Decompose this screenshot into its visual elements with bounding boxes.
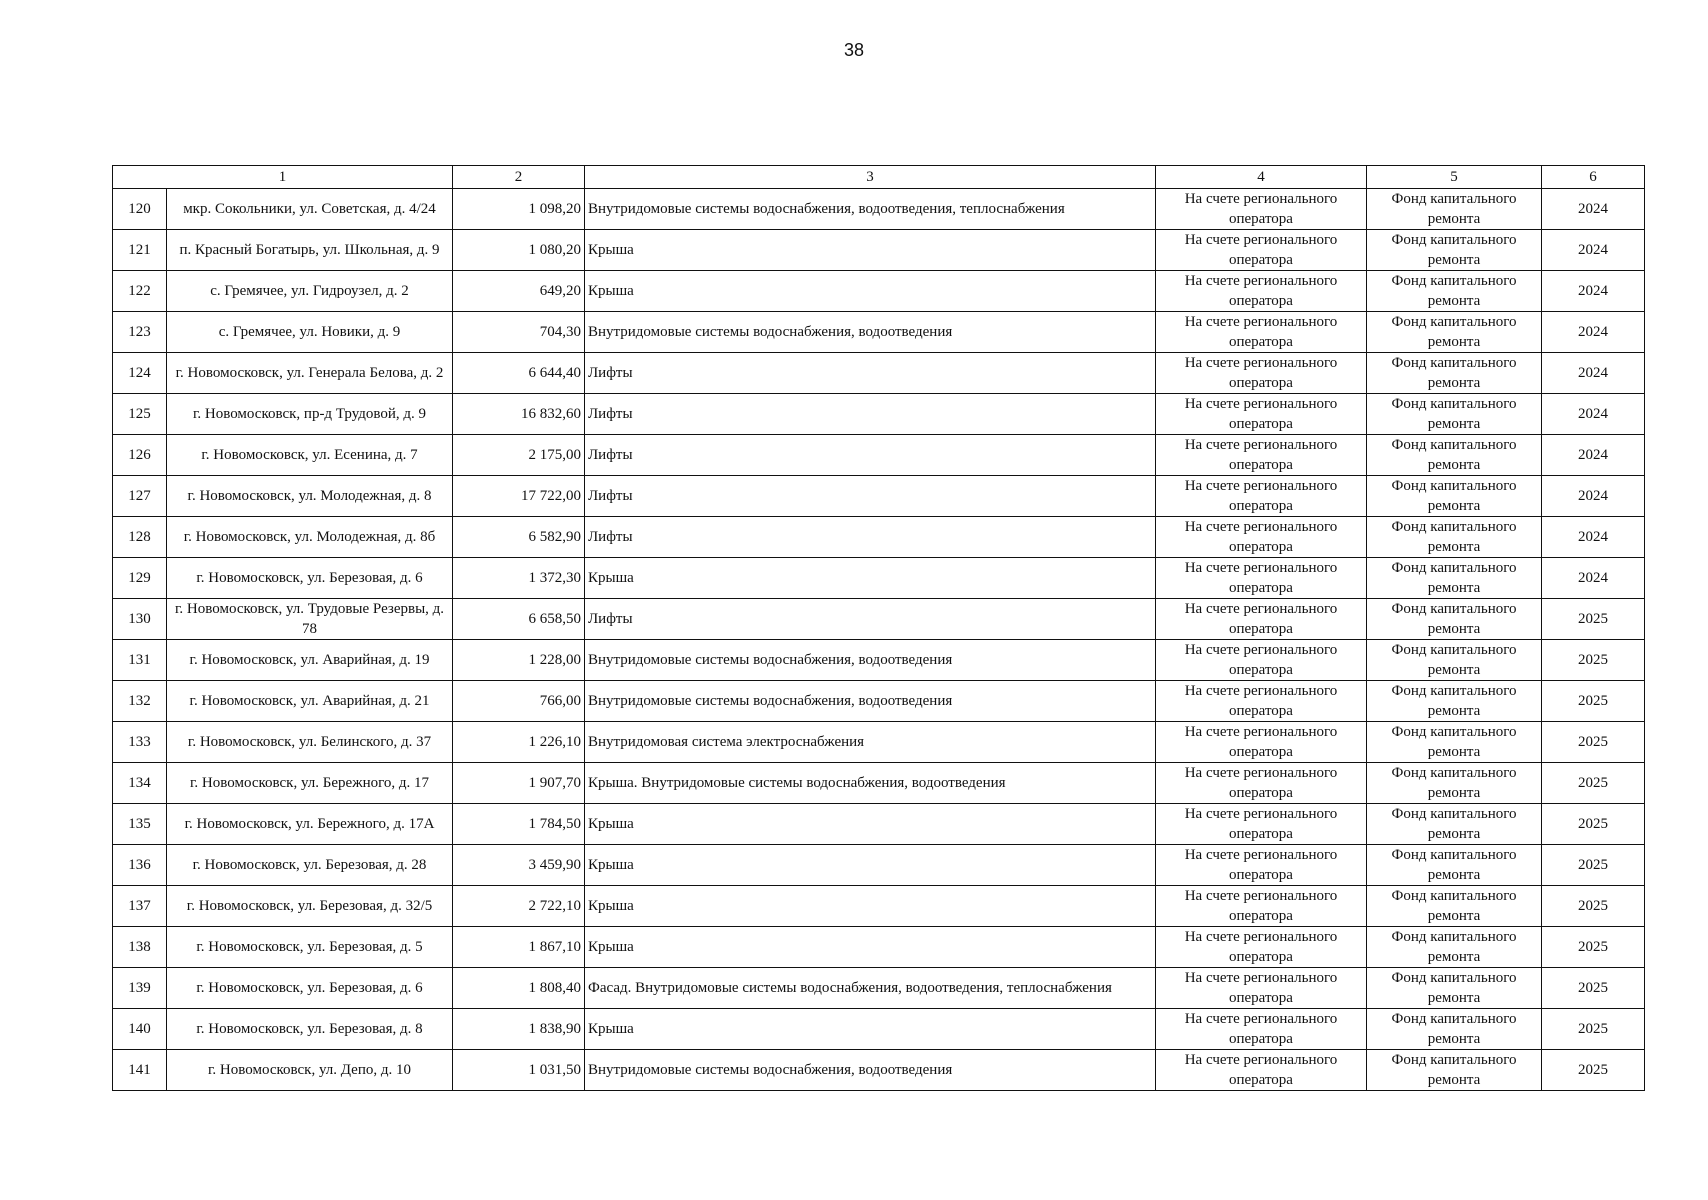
work-type-cell: Внутридомовые системы водоснабжения, водоотведения — [585, 640, 1156, 681]
funding-source-cell: Фонд капитального ремонта — [1367, 845, 1542, 886]
work-type-cell: Внутридомовые системы водоснабжения, водоотведения — [585, 312, 1156, 353]
table-row — [113, 599, 1645, 640]
address-cell: г. Новомосковск, ул. Бережного, д. 17А — [167, 804, 453, 845]
work-type-cell: Крыша — [585, 230, 1156, 271]
funding-source-cell: Фонд капитального ремонта — [1367, 968, 1542, 1009]
work-type-cell: Фасад. Внутридомовые системы водоснабжения, водоотведения, теплоснабжения — [585, 968, 1156, 1009]
work-type-cell: Лифты — [585, 435, 1156, 476]
table-row — [113, 435, 1645, 476]
funding-source-cell: Фонд капитального ремонта — [1367, 517, 1542, 558]
funding-source-cell: Фонд капитального ремонта — [1367, 640, 1542, 681]
header-col-3: 3 — [585, 166, 1156, 189]
year-cell: 2025 — [1542, 722, 1645, 763]
address-cell: г. Новомосковск, ул. Березовая, д. 6 — [167, 968, 453, 1009]
table-row — [113, 968, 1645, 1009]
row-number: 135 — [113, 804, 167, 845]
table-row — [113, 271, 1645, 312]
row-number: 134 — [113, 763, 167, 804]
year-cell: 2025 — [1542, 1050, 1645, 1091]
row-number: 136 — [113, 845, 167, 886]
address-cell: г. Новомосковск, ул. Депо, д. 10 — [167, 1050, 453, 1091]
row-number: 124 — [113, 353, 167, 394]
row-number: 141 — [113, 1050, 167, 1091]
work-type-cell: Лифты — [585, 353, 1156, 394]
table-row — [113, 476, 1645, 517]
address-cell: г. Новомосковск, ул. Трудовые Резервы, д. 78 — [167, 599, 453, 640]
work-type-cell: Внутридомовые системы водоснабжения, водоотведения — [585, 681, 1156, 722]
year-cell: 2024 — [1542, 271, 1645, 312]
fund-account-cell: На счете регионального оператора — [1156, 968, 1367, 1009]
work-type-cell: Крыша — [585, 886, 1156, 927]
row-number: 130 — [113, 599, 167, 640]
year-cell: 2024 — [1542, 312, 1645, 353]
row-number: 132 — [113, 681, 167, 722]
funding-source-cell: Фонд капитального ремонта — [1367, 927, 1542, 968]
funding-source-cell: Фонд капитального ремонта — [1367, 353, 1542, 394]
year-cell: 2024 — [1542, 189, 1645, 230]
address-cell: г. Новомосковск, ул. Аварийная, д. 21 — [167, 681, 453, 722]
area-cell: 1 867,10 — [453, 927, 585, 968]
work-type-cell: Лифты — [585, 476, 1156, 517]
address-cell: г. Новомосковск, ул. Березовая, д. 28 — [167, 845, 453, 886]
year-cell: 2024 — [1542, 476, 1645, 517]
funding-source-cell: Фонд капитального ремонта — [1367, 1009, 1542, 1050]
work-type-cell: Внутридомовая система электроснабжения — [585, 722, 1156, 763]
work-type-cell: Внутридомовые системы водоснабжения, водоотведения, теплоснабжения — [585, 189, 1156, 230]
address-cell: г. Новомосковск, ул. Березовая, д. 8 — [167, 1009, 453, 1050]
area-cell: 1 372,30 — [453, 558, 585, 599]
address-cell: г. Новомосковск, ул. Березовая, д. 6 — [167, 558, 453, 599]
work-type-cell: Лифты — [585, 394, 1156, 435]
address-cell: с. Гремячее, ул. Гидроузел, д. 2 — [167, 271, 453, 312]
row-number: 131 — [113, 640, 167, 681]
year-cell: 2025 — [1542, 599, 1645, 640]
fund-account-cell: На счете регионального оператора — [1156, 927, 1367, 968]
year-cell: 2025 — [1542, 968, 1645, 1009]
fund-account-cell: На счете регионального оператора — [1156, 353, 1367, 394]
year-cell: 2025 — [1542, 804, 1645, 845]
fund-account-cell: На счете регионального оператора — [1156, 886, 1367, 927]
address-cell: г. Новомосковск, пр-д Трудовой, д. 9 — [167, 394, 453, 435]
table-row — [113, 763, 1645, 804]
table-row — [113, 230, 1645, 271]
fund-account-cell: На счете регионального оператора — [1156, 189, 1367, 230]
area-cell: 6 658,50 — [453, 599, 585, 640]
row-number: 133 — [113, 722, 167, 763]
funding-source-cell: Фонд капитального ремонта — [1367, 763, 1542, 804]
area-cell: 2 175,00 — [453, 435, 585, 476]
table-row — [113, 558, 1645, 599]
row-number: 138 — [113, 927, 167, 968]
year-cell: 2024 — [1542, 394, 1645, 435]
work-type-cell: Крыша — [585, 804, 1156, 845]
work-type-cell: Крыша — [585, 271, 1156, 312]
table-row — [113, 804, 1645, 845]
table-row — [113, 312, 1645, 353]
funding-source-cell: Фонд капитального ремонта — [1367, 312, 1542, 353]
table-row — [113, 1009, 1645, 1050]
area-cell: 16 832,60 — [453, 394, 585, 435]
work-type-cell: Лифты — [585, 517, 1156, 558]
address-cell: г. Новомосковск, ул. Аварийная, д. 19 — [167, 640, 453, 681]
header-col-6: 6 — [1542, 166, 1645, 189]
year-cell: 2025 — [1542, 927, 1645, 968]
fund-account-cell: На счете регионального оператора — [1156, 476, 1367, 517]
header-col-5: 5 — [1367, 166, 1542, 189]
fund-account-cell: На счете регионального оператора — [1156, 517, 1367, 558]
funding-source-cell: Фонд капитального ремонта — [1367, 804, 1542, 845]
address-cell: с. Гремячее, ул. Новики, д. 9 — [167, 312, 453, 353]
year-cell: 2025 — [1542, 640, 1645, 681]
row-number: 126 — [113, 435, 167, 476]
year-cell: 2025 — [1542, 1009, 1645, 1050]
fund-account-cell: На счете регионального оператора — [1156, 804, 1367, 845]
area-cell: 1 784,50 — [453, 804, 585, 845]
work-type-cell: Крыша — [585, 558, 1156, 599]
area-cell: 1 228,00 — [453, 640, 585, 681]
fund-account-cell: На счете регионального оператора — [1156, 394, 1367, 435]
row-number: 122 — [113, 271, 167, 312]
area-cell: 1 098,20 — [453, 189, 585, 230]
fund-account-cell: На счете регионального оператора — [1156, 722, 1367, 763]
row-number: 127 — [113, 476, 167, 517]
area-cell: 6 582,90 — [453, 517, 585, 558]
table-row — [113, 353, 1645, 394]
fund-account-cell: На счете регионального оператора — [1156, 763, 1367, 804]
area-cell: 1 226,10 — [453, 722, 585, 763]
address-cell: п. Красный Богатырь, ул. Школьная, д. 9 — [167, 230, 453, 271]
header-col-2: 2 — [453, 166, 585, 189]
header-col-4: 4 — [1156, 166, 1367, 189]
area-cell: 1 907,70 — [453, 763, 585, 804]
fund-account-cell: На счете регионального оператора — [1156, 845, 1367, 886]
year-cell: 2024 — [1542, 558, 1645, 599]
table-row — [113, 886, 1645, 927]
year-cell: 2025 — [1542, 845, 1645, 886]
row-number: 140 — [113, 1009, 167, 1050]
fund-account-cell: На счете регионального оператора — [1156, 312, 1367, 353]
funding-source-cell: Фонд капитального ремонта — [1367, 722, 1542, 763]
row-number: 125 — [113, 394, 167, 435]
table-body — [113, 189, 1645, 1091]
fund-account-cell: На счете регионального оператора — [1156, 640, 1367, 681]
funding-source-cell: Фонд капитального ремонта — [1367, 189, 1542, 230]
area-cell: 3 459,90 — [453, 845, 585, 886]
table-row — [113, 1050, 1645, 1091]
work-type-cell: Крыша — [585, 927, 1156, 968]
area-cell: 766,00 — [453, 681, 585, 722]
funding-source-cell: Фонд капитального ремонта — [1367, 886, 1542, 927]
address-cell: г. Новомосковск, ул. Генерала Белова, д. 2 — [167, 353, 453, 394]
year-cell: 2025 — [1542, 681, 1645, 722]
row-number: 129 — [113, 558, 167, 599]
address-cell: г. Новомосковск, ул. Молодежная, д. 8б — [167, 517, 453, 558]
fund-account-cell: На счете регионального оператора — [1156, 681, 1367, 722]
area-cell: 2 722,10 — [453, 886, 585, 927]
funding-source-cell: Фонд капитального ремонта — [1367, 476, 1542, 517]
table-row — [113, 845, 1645, 886]
table-header — [113, 166, 1645, 189]
area-cell: 1 031,50 — [453, 1050, 585, 1091]
funding-source-cell: Фонд капитального ремонта — [1367, 558, 1542, 599]
work-type-cell: Лифты — [585, 599, 1156, 640]
area-cell: 704,30 — [453, 312, 585, 353]
funding-source-cell: Фонд капитального ремонта — [1367, 1050, 1542, 1091]
header-col-1: 1 — [113, 166, 453, 189]
address-cell: г. Новомосковск, ул. Белинского, д. 37 — [167, 722, 453, 763]
header-row — [113, 166, 1645, 189]
table-row — [113, 681, 1645, 722]
area-cell: 6 644,40 — [453, 353, 585, 394]
work-type-cell: Крыша — [585, 845, 1156, 886]
funding-source-cell: Фонд капитального ремонта — [1367, 271, 1542, 312]
area-cell: 1 838,90 — [453, 1009, 585, 1050]
address-cell: г. Новомосковск, ул. Молодежная, д. 8 — [167, 476, 453, 517]
year-cell: 2024 — [1542, 353, 1645, 394]
area-cell: 649,20 — [453, 271, 585, 312]
fund-account-cell: На счете регионального оператора — [1156, 271, 1367, 312]
page-number: 38 — [843, 40, 865, 60]
year-cell: 2024 — [1542, 230, 1645, 271]
area-cell: 17 722,00 — [453, 476, 585, 517]
year-cell: 2024 — [1542, 435, 1645, 476]
table-row — [113, 640, 1645, 681]
year-cell: 2024 — [1542, 517, 1645, 558]
table-row — [113, 927, 1645, 968]
fund-account-cell: На счете регионального оператора — [1156, 599, 1367, 640]
fund-account-cell: На счете регионального оператора — [1156, 558, 1367, 599]
address-cell: г. Новомосковск, ул. Бережного, д. 17 — [167, 763, 453, 804]
work-type-cell: Внутридомовые системы водоснабжения, водоотведения — [585, 1050, 1156, 1091]
row-number: 139 — [113, 968, 167, 1009]
address-cell: г. Новомосковск, ул. Есенина, д. 7 — [167, 435, 453, 476]
work-type-cell: Крыша. Внутридомовые системы водоснабжения, водоотведения — [585, 763, 1156, 804]
year-cell: 2025 — [1542, 763, 1645, 804]
table-row — [113, 722, 1645, 763]
fund-account-cell: На счете регионального оператора — [1156, 1050, 1367, 1091]
funding-source-cell: Фонд капитального ремонта — [1367, 230, 1542, 271]
address-cell: г. Новомосковск, ул. Березовая, д. 5 — [167, 927, 453, 968]
table-row — [113, 394, 1645, 435]
year-cell: 2025 — [1542, 886, 1645, 927]
row-number: 123 — [113, 312, 167, 353]
row-number: 128 — [113, 517, 167, 558]
fund-account-cell: На счете регионального оператора — [1156, 230, 1367, 271]
address-cell: г. Новомосковск, ул. Березовая, д. 32/5 — [167, 886, 453, 927]
funding-source-cell: Фонд капитального ремонта — [1367, 435, 1542, 476]
table-row — [113, 189, 1645, 230]
row-number: 120 — [113, 189, 167, 230]
row-number: 121 — [113, 230, 167, 271]
fund-account-cell: На счете регионального оператора — [1156, 1009, 1367, 1050]
table-row — [113, 517, 1645, 558]
repair-program-table — [112, 165, 1645, 1091]
funding-source-cell: Фонд капитального ремонта — [1367, 599, 1542, 640]
funding-source-cell: Фонд капитального ремонта — [1367, 394, 1542, 435]
area-cell: 1 808,40 — [453, 968, 585, 1009]
area-cell: 1 080,20 — [453, 230, 585, 271]
funding-source-cell: Фонд капитального ремонта — [1367, 681, 1542, 722]
work-type-cell: Крыша — [585, 1009, 1156, 1050]
address-cell: мкр. Сокольники, ул. Советская, д. 4/24 — [167, 189, 453, 230]
row-number: 137 — [113, 886, 167, 927]
fund-account-cell: На счете регионального оператора — [1156, 435, 1367, 476]
